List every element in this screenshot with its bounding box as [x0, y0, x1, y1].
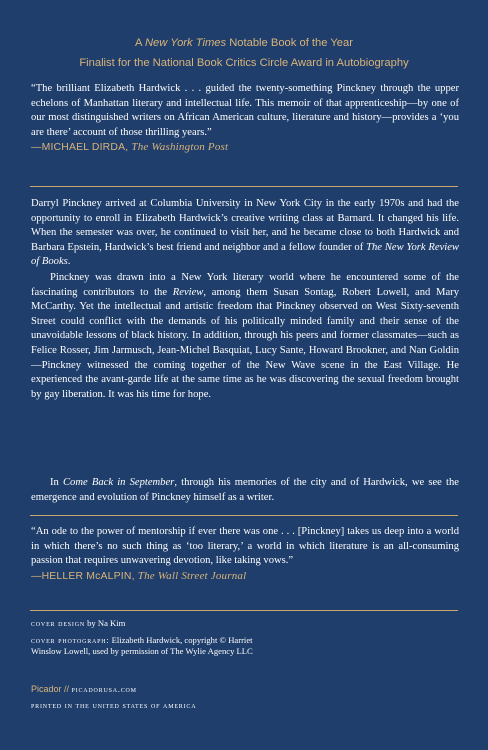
headline-prefix: A	[135, 37, 145, 49]
divider-middle	[30, 515, 458, 516]
credit-label: cover photograph:	[31, 636, 110, 645]
quote-source: The Washington Post	[131, 141, 229, 154]
quote-author: —MICHAEL DIRDA,	[31, 142, 132, 154]
quote-author: —HELLER McALPIN,	[31, 570, 138, 582]
p3-title: Come Back in September	[62, 477, 175, 488]
quote-text: “An ode to the power of mentorship if ever there was one . . . [Pinckney] takes us deep into a world in which there’s no such thing as ‘too literary,’ a world in which literature is an all-consuming passion that requires unwavering devotion, like taking vows.”	[31, 526, 459, 567]
review-quote-dirda	[31, 82, 459, 156]
publisher-separator: //	[61, 684, 72, 694]
p2-title: Review	[172, 286, 204, 298]
p3-text: In	[50, 477, 63, 488]
divider-bottom	[30, 610, 458, 611]
summary-paragraph-3	[31, 476, 459, 505]
p2-text: Pinckney was drawn into a New York literary world where he encountered some of the fascinating contributors to the	[31, 272, 459, 298]
p1-text: Darryl Pinckney arrived at Columbia University in New York City in the early 1970s and had the opportunity to enroll in Elizabeth Hardwick’s creative writing class at Barnard. It changed his life. When the semester was over, he continued to visit her, and he became close to both Hardwick and Barbara Epstein, Hardwick’s best friend and neighbor and a fellow founder of	[31, 198, 459, 253]
quote-text: “The brilliant Elizabeth Hardwick . . . guided the twenty-something Pinckney through the upper echelons of Manhattan literary and intellectual life. This memoir of that apprenticeship—by one of our most distinguished writers on African American culture, literature and history—provides a ‘you are there’ account of those thrilling years.”	[31, 83, 459, 138]
headline-publication: New York Times	[144, 37, 227, 49]
printed-text: printed in the united states of america	[31, 701, 197, 710]
summary-paragraph-2	[31, 271, 459, 402]
cover-design-credit	[31, 618, 461, 629]
publisher-line	[31, 684, 461, 695]
award-finalist-line: Finalist for the National Book Critics Circle Award in Autobiography	[79, 57, 409, 69]
cover-photo-credit	[31, 635, 271, 657]
p2-end: , among them Susan Sontag, Robert Lowell, and Mary McCarthy. Yet the intellectual and artistic freedom that Pinckney observed on West Sixty-seventh Street could conflict with the demands of his politically minded family and their sense of the unavoidable lessons of black history. In addition, through his peers and former classmates—such as Felice Rosser, Jim Jarmusch, Jean-Michel Basquiat, Lucy Sante, Howard Brookner, and Nan Goldin—Pinckney witnessed the coming together of the New Wave scene in the East Village. He experienced the avant-garde life at the same time as he was discovering the sexual freedom brought by gay liberation. It was his time for hope.	[31, 286, 459, 400]
review-quote-mcalpin	[31, 525, 459, 584]
p3-end: , through his memories of the city and of Hardwick, we see the emergence and evolution of Pinckney himself as a writer.	[31, 477, 459, 503]
quote-attribution	[31, 142, 228, 153]
printed-line	[31, 700, 461, 711]
p1-title: The New York Review of Books	[31, 241, 460, 268]
quote-source: The Wall Street Journal	[137, 569, 247, 582]
notable-book-line	[0, 36, 488, 50]
p1-end: .	[67, 256, 71, 268]
divider-top	[30, 186, 458, 187]
headline-suffix: Notable Book of the Year	[226, 37, 353, 49]
summary-paragraph-1	[31, 197, 459, 270]
publisher-name: Picador	[31, 684, 62, 694]
quote-attribution	[31, 571, 246, 582]
credit-label: cover design	[31, 619, 85, 628]
publisher-website: picadorusa.com	[71, 685, 137, 694]
credit-value: Elizabeth Hardwick, copyright © Harriet Winslow Lowell, used by permission of The Wylie Agency LLC	[31, 635, 253, 657]
credit-value: by Na Kim	[84, 618, 126, 628]
